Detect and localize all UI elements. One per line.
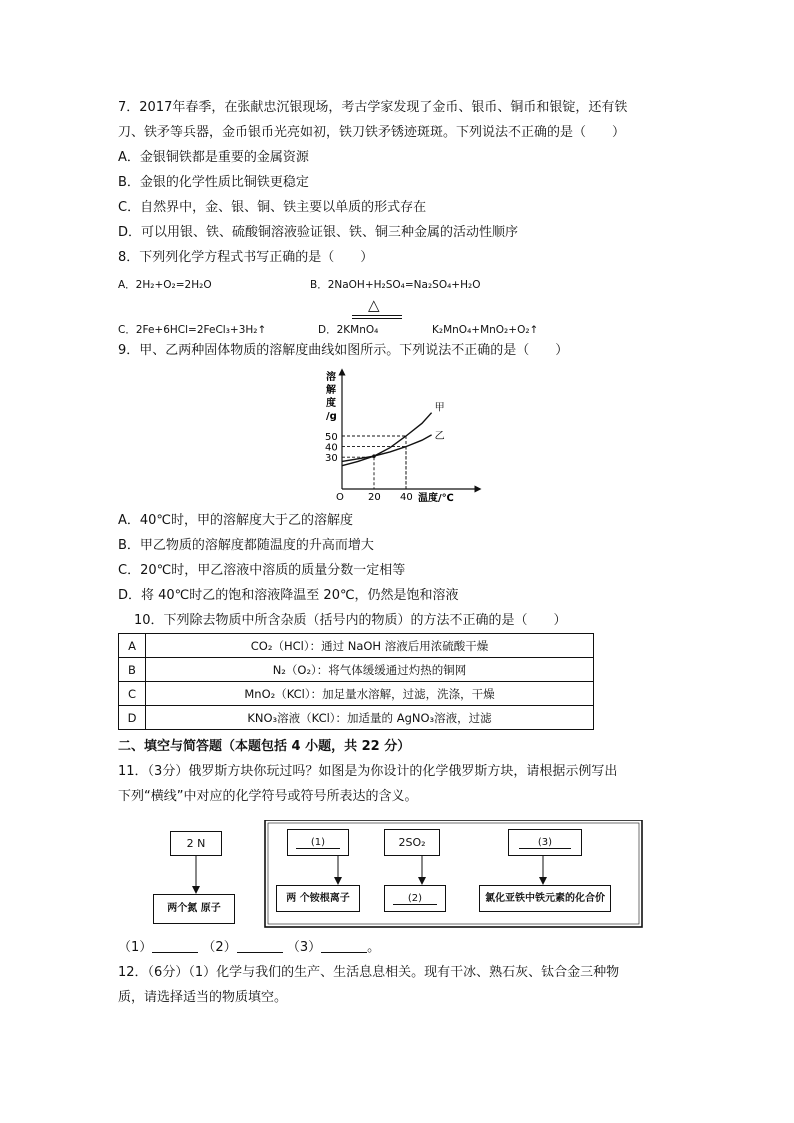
q8-option-c: C．2Fe+6HCl=2FeCl₃+3H₂↑ <box>118 324 267 336</box>
row-key: C <box>119 682 146 706</box>
ammonium-ions-box: 两 个铵根离子 <box>276 885 360 912</box>
q7-stem-line1: 7．2017年春季，在张献忠沉银现场，考古学家发现了金币、银币、铜币和银锭，还有铁 <box>118 100 628 115</box>
q8-option-a: A．2H₂+O₂=2H₂O <box>118 279 212 291</box>
q8-stem: 8．下列列化学方程式书写正确的是（ ） <box>118 250 374 265</box>
row-key: A <box>119 634 146 658</box>
answer-end: 。 <box>367 940 381 955</box>
series-label: 乙 <box>434 430 445 442</box>
x-tick-label: 40 <box>400 492 413 503</box>
example-meaning-box: 两个氮 原子 <box>153 894 235 924</box>
iron-valence-box: 氯化亚铁中铁元素的化合价 <box>479 885 611 912</box>
blank-underline <box>393 904 437 905</box>
section-heading: 二、填空与简答题（本题包括 4 小题，共 22 分） <box>118 739 411 754</box>
table-row <box>119 706 594 730</box>
row-method: KNO₃溶液（KCl）：加适量的 AgNO₃溶液，过滤 <box>146 706 594 730</box>
q9-option-b: B．甲乙物质的溶解度都随温度的升高而增大 <box>118 538 374 553</box>
answer-1-label: （1） <box>118 940 153 955</box>
y-axis-label: 解 <box>326 385 336 396</box>
x-tick-label: 20 <box>368 492 381 503</box>
table-row <box>119 658 594 682</box>
row-key: D <box>119 706 146 730</box>
y-axis-label: 度 <box>326 398 336 409</box>
q7-option-b: B．金银的化学性质比铜铁更稳定 <box>118 175 309 190</box>
q11-stem-line2: 下列“横线”中对应的化学符号或符号所表达的含义。 <box>118 789 418 804</box>
blank-underline <box>296 848 340 849</box>
q8-option-d-right: K₂MnO₄+MnO₂+O₂↑ <box>432 324 539 336</box>
row-method: MnO₂（KCl）：加足量水溶解，过滤，洗涤，干燥 <box>146 682 594 706</box>
q9-stem: 9．甲、乙两种固体物质的溶解度曲线如图所示。下列说法不正确的是（ ） <box>118 343 569 358</box>
x-axis-label: 温度/℃ <box>418 493 454 504</box>
delta-symbol: △ <box>368 296 380 314</box>
y-axis-label: 溶 <box>326 372 336 383</box>
q7-option-c: C．自然界中，金、银、铜、铁主要以单质的形式存在 <box>118 200 427 215</box>
table-row <box>119 682 594 706</box>
solubility-chart <box>322 368 482 506</box>
series-label: 甲 <box>434 402 445 414</box>
answer-1-blank[interactable] <box>152 940 198 953</box>
q7-option-d: D．可以用银、铁、硫酸铜溶液验证银、铁、铜三种金属的活动性顺序 <box>118 225 519 240</box>
q12-stem-line1: 12．（6分）（1）化学与我们的生产、生活息息相关。现有干冰、熟石灰、钛合金三种物 <box>118 965 620 980</box>
q7-option-a: A．金银铜铁都是重要的金属资源 <box>118 150 309 165</box>
so2-box: 2SO₂ <box>384 829 440 856</box>
answer-3-label: （3） <box>286 940 322 955</box>
answer-3-blank[interactable] <box>321 940 367 953</box>
q9-option-a: A．40℃时，甲的溶解度大于乙的溶解度 <box>118 513 354 528</box>
intersection-point <box>372 454 376 458</box>
row-method: CO₂（HCl）：通过 NaOH 溶液后用浓硫酸干燥 <box>146 634 594 658</box>
series-line-yi <box>342 435 432 462</box>
blank-underline <box>519 848 571 849</box>
q12-stem-line2: 质，请选择适当的物质填空。 <box>118 990 288 1005</box>
q9-option-d: D．将 40℃时乙的饱和溶液降温至 20℃，仍然是饱和溶液 <box>118 588 459 603</box>
y-tick-label: 50 <box>325 432 338 443</box>
answer-2-label: （2） <box>202 940 237 955</box>
y-axis-label: /g <box>326 411 337 422</box>
blank2-label: (2) <box>407 893 423 904</box>
row-method: N₂（O₂）：将气体缓缓通过灼热的铜网 <box>146 658 594 682</box>
q8-option-d-left: D．2KMnO₄ <box>318 324 379 336</box>
table-row <box>119 634 594 658</box>
series-line-jia <box>342 413 432 466</box>
q10-stem: 10．下列除去物质中所含杂质（括号内的物质）的方法不正确的是（ ） <box>134 613 567 628</box>
y-tick-label: 40 <box>325 442 338 454</box>
blank2-box[interactable] <box>384 885 446 912</box>
equation-bar-bottom <box>352 318 402 319</box>
answer-2-blank[interactable] <box>237 940 283 953</box>
y-tick-label: 30 <box>325 453 338 465</box>
equation-bar-top <box>352 315 402 316</box>
blank1-box[interactable] <box>287 829 349 856</box>
q7-stem-line2: 刀、铁矛等兵器，金币银币光亮如初，铁刀铁矛锈迹斑斑。下列说法不正确的是（ ） <box>118 125 626 140</box>
q11-stem-line1: 11．（3分）俄罗斯方块你玩过吗？如图是为你设计的化学俄罗斯方块，请根据示例写出 <box>118 764 618 779</box>
q10-options-table <box>118 633 594 730</box>
example-symbol-box: 2 N <box>170 831 222 856</box>
blank1-label: (1) <box>310 837 326 848</box>
q8-option-b: B．2NaOH+H₂SO₄=Na₂SO₄+H₂O <box>310 279 481 291</box>
q9-option-c: C．20℃时，甲乙溶液中溶质的质量分数一定相等 <box>118 563 406 578</box>
q11-answer-line <box>118 939 380 957</box>
blank3-box[interactable] <box>508 829 582 856</box>
origin-label: O <box>336 492 344 503</box>
row-key: B <box>119 658 146 682</box>
blank3-label: (3) <box>537 837 553 848</box>
